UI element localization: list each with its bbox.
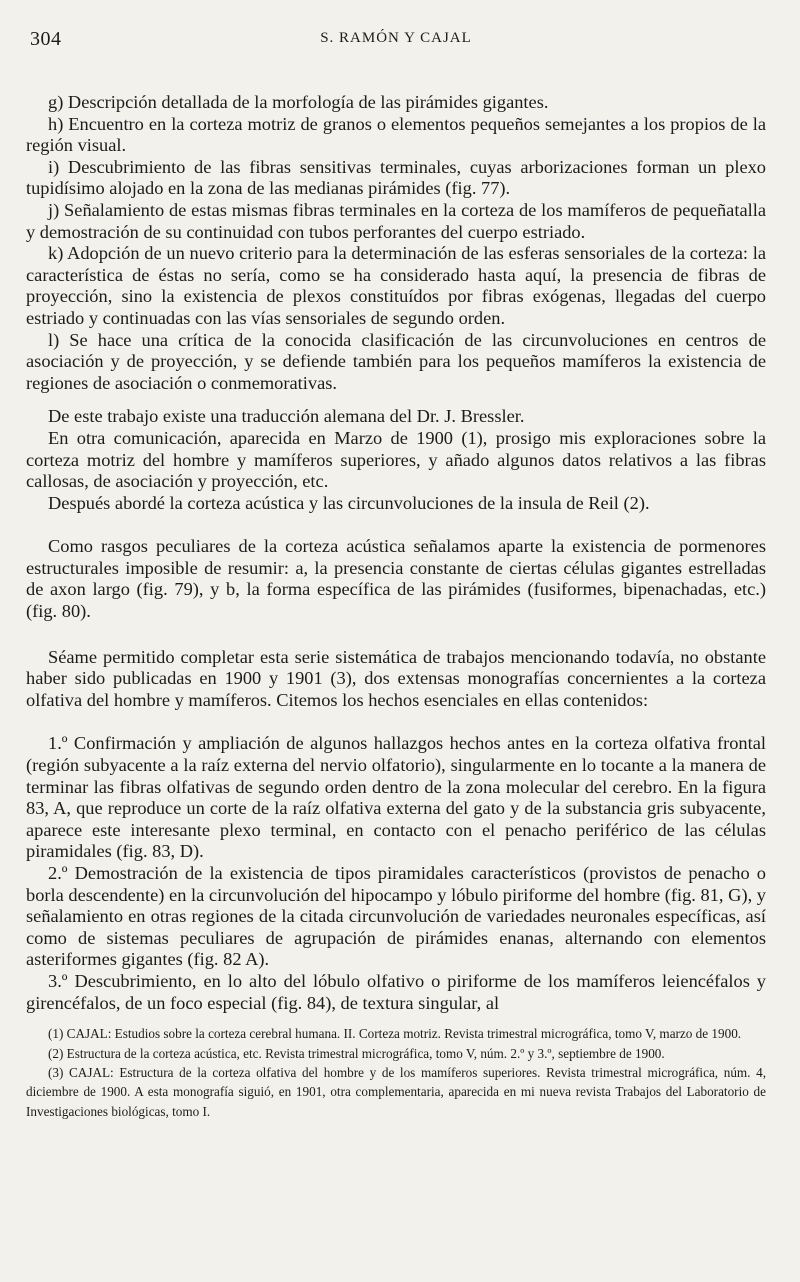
paragraph-acoustic-features: Como rasgos peculiares de la corteza acústica señalamos aparte la existencia de pormenores estructurales imposible de resumir: a, la presencia constante de ciertas células gigantes estrelladas de axon largo (fig. 79), y b, la forma específica de las pirámides (fusiformes, bipenachadas, etc.) (fig. 80). xyxy=(26,536,766,622)
item-i: i) Descubrimiento de las fibras sensitivas terminales, cuyas arborizaciones forman un plexo tupidísimo alojado en la zona de las medianas pirámides (fig. 77). xyxy=(26,156,766,199)
footnote-3: (3) CAJAL: Estructura de la corteza olfativa del hombre y de los mamíferos superiores. Revista trimestral micrográfica, núm. 4, diciembre de 1900. A esta monografía siguió, en 1901, otra complementaria, aparecida en mi nueva revista Trabajos del Laboratorio de Investigaciones biológicas, tomo I. xyxy=(26,1064,766,1119)
page-number: 304 xyxy=(30,28,62,50)
footnotes xyxy=(26,1024,766,1121)
item-j: j) Señalamiento de estas mismas fibras terminales en la corteza de los mamíferos de pequeñatalla y demostración de su continuidad con tubos perforantes del cuerpo estriado. xyxy=(26,199,766,242)
point-1: 1.º Confirmación y ampliación de algunos hallazgos hechos antes en la corteza olfativa frontal (región subyacente a la raíz externa del nervio olfatorio), singularmente en lo tocante a la manera de terminar las fibras olfativas de segundo orden dentro de la zona molecular del cerebro. En la figura 83, A, que reproduce un corte de la raíz olfativa externa del gato y de la substancia gris subyacente, aparece este interesante plexo terminal, en contacto con el penacho periférico de las células piramidales (fig. 83, D). xyxy=(26,733,766,862)
paragraph-olfactory-intro: Séame permitido completar esta serie sistemática de trabajos mencionando todavía, no obstante haber sido publicadas en 1900 y 1901 (3), dos extensas monografías concernientes a la corteza olfativa del hombre y mamíferos. Citemos los hechos esenciales en ellas contenidos: xyxy=(26,646,766,710)
running-header xyxy=(26,28,766,56)
paragraph-acoustic-cortex: Después abordé la corteza acústica y las circunvoluciones de la insula de Reil (2). xyxy=(48,492,650,513)
footnote-2: (2) Estructura de la corteza acústica, etc. Revista trimestral micrográfica, tomo V, núm. 2.º y 3.º, septiembre de 1900. xyxy=(48,1045,665,1061)
body-text xyxy=(26,92,766,1014)
running-title: S. RAMÓN Y CAJAL xyxy=(320,30,472,46)
point-3: 3.º Descubrimiento, en lo alto del lóbulo olfativo o piriforme de los mamíferos leiencéfalos y girencéfalos, de un foco especial (fig. 84), de textura singular, al xyxy=(26,970,766,1013)
item-l: l) Se hace una crítica de la conocida clasificación de las circunvoluciones en centros de asociación y de proyección, y se defiende también para los pequeños mamíferos la existencia de regiones de asociación o conmemorativas. xyxy=(26,329,766,393)
paragraph-motor-cortex: En otra comunicación, aparecida en Marzo de 1900 (1), prosigo mis exploraciones sobre la corteza motriz del hombre y mamíferos superiores, y añado algunos datos relativos a las fibras callosas, de asociación y proyección, etc. xyxy=(26,427,766,492)
paragraph-translation: De este trabajo existe una traducción alemana del Dr. J. Bressler. xyxy=(48,406,525,427)
point-2: 2.º Demostración de la existencia de tipos piramidales característicos (provistos de penacho o borla descendente) en la circunvolución del hipocampo y lóbulo piriforme del hombre (fig. 81, G), y señalamiento en otras regiones de la citada circunvolución de variedades neuronales específicas, así como de sistemas peculiares de agrupación de pirámides enanas, alternando con elementos asteriformes gigantes (fig. 82 A). xyxy=(26,863,766,970)
item-g: g) Descripción detallada de la morfología de las pirámides gigantes. xyxy=(48,92,549,112)
footnote-1: (1) CAJAL: Estudios sobre la corteza cerebral humana. II. Corteza motriz. Revista trimestral micrográfica, tomo V, marzo de 1900. xyxy=(48,1026,742,1042)
item-h: h) Encuentro en la corteza motriz de granos o elementos pequeños semejantes a los propios de la región visual. xyxy=(26,113,766,156)
item-k: k) Adopción de un nuevo criterio para la determinación de las esferas sensoriales de la corteza: la característica de éstas no sería, como se ha considerado hasta aquí, la presencia de fibras de proyección, sino la existencia de plexos constituídos por fibras exógenas, llegadas del cuerpo estriado y continuadas con las vías sensoriales de segundo orden. xyxy=(26,243,766,328)
